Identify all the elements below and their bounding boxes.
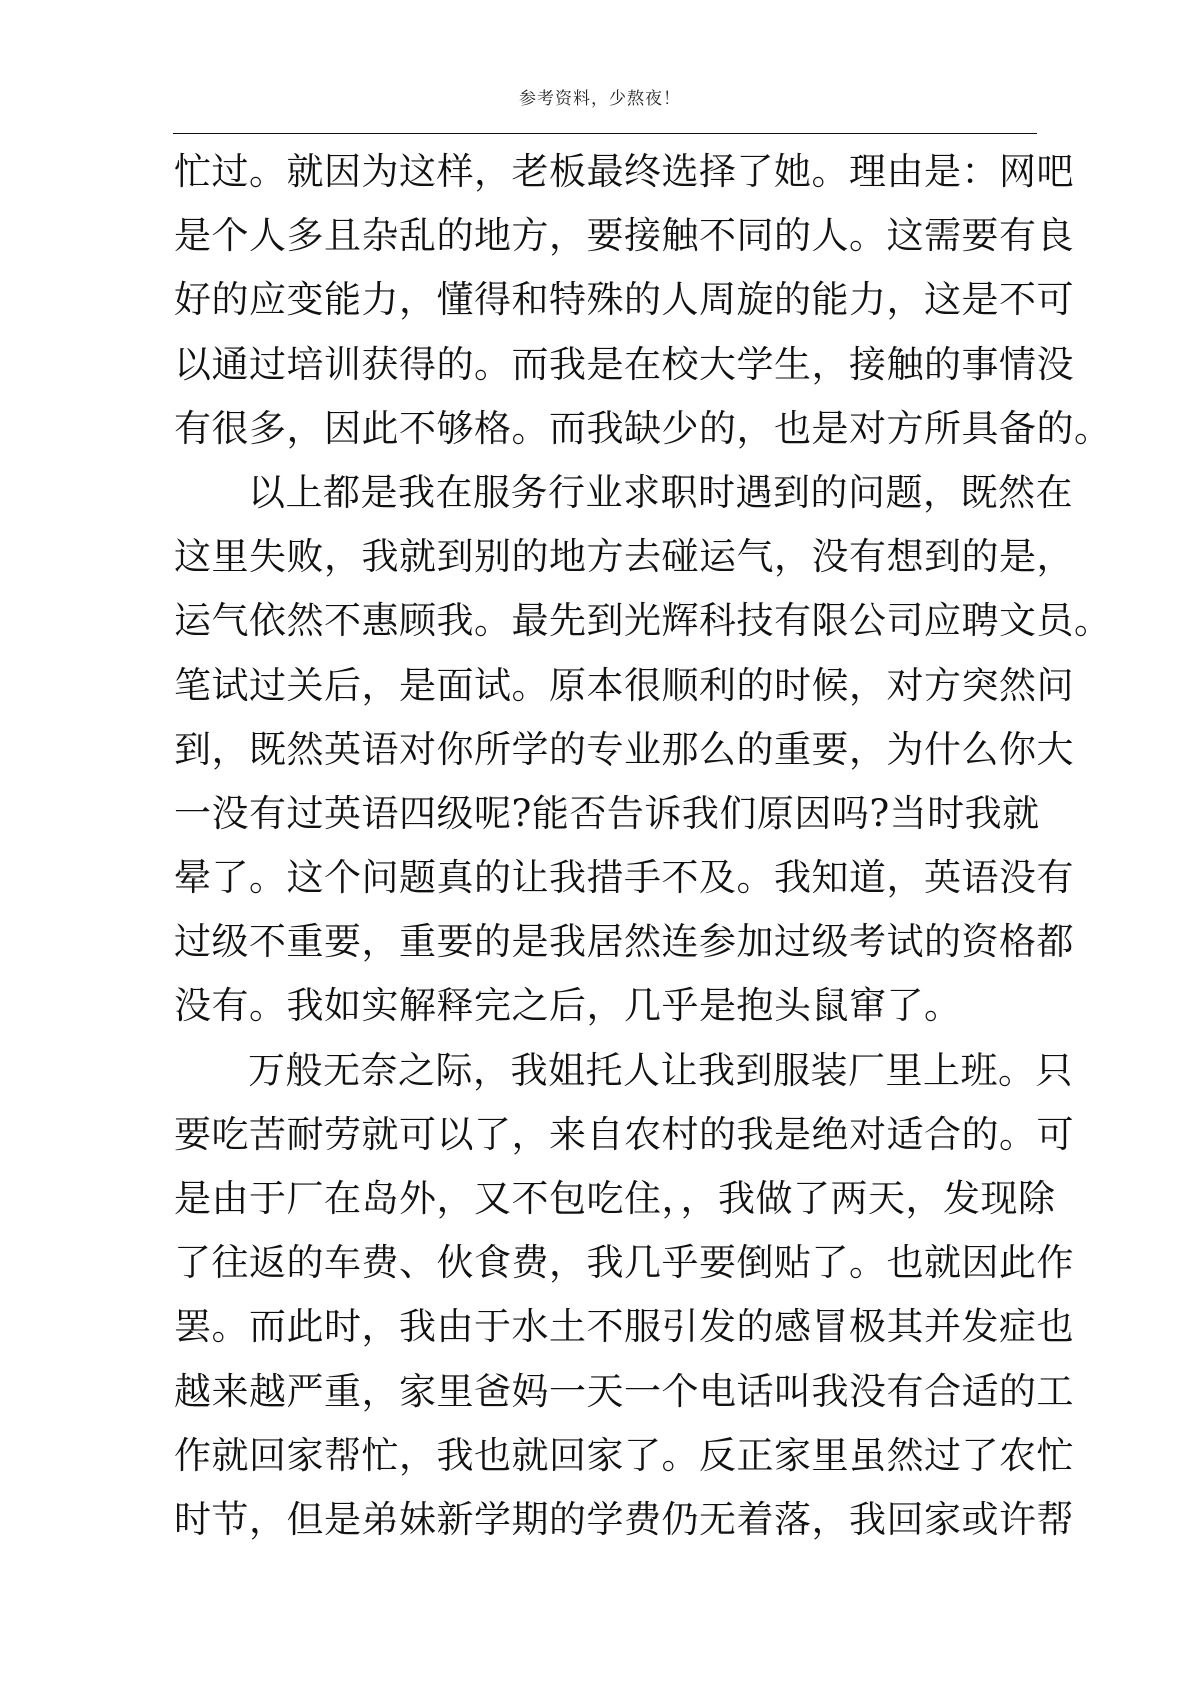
- text-line: 忙过。就因为这样，老板最终选择了她。理由是：网吧: [174, 150, 1074, 193]
- text-line: 罢。而此时，我由于水土不服引发的感冒极其并发症也: [174, 1305, 1074, 1349]
- text-line: 晕了。这个问题真的让我措手不及。我知道，英语没有: [174, 856, 1074, 900]
- text-line: 时节，但是弟妹新学期的学费仍无着落，我回家或许帮: [174, 1497, 1074, 1541]
- text-line: 这里失败，我就到别的地方去碰运气，没有想到的是，: [174, 535, 1074, 579]
- text-line: 运气依然不惠顾我。最先到光辉科技有限公司应聘文员。: [174, 599, 1112, 643]
- text-line: 是由于厂在岛外，又不包吃住，，我做了两天，发现除: [174, 1177, 1056, 1220]
- text-line: 到，既然英语对你所学的专业那么的重要，为什么你大: [174, 727, 1074, 771]
- header-divider: [173, 133, 1037, 134]
- text-line: 要吃苦耐劳就可以了，来自农村的我是绝对适合的。可: [174, 1112, 1074, 1156]
- text-line: 好的应变能力，懂得和特殊的人周旋的能力，这是不可: [174, 278, 1074, 322]
- text-line: 了往返的车费、伙食费，我几乎要倒贴了。也就因此作: [174, 1241, 1074, 1285]
- text-line: 一没有过英语四级呢?能否告诉我们原因吗?当时我就: [174, 791, 1040, 835]
- text-line: 作就回家帮忙，我也就回家了。反正家里虽然过了农忙: [174, 1433, 1074, 1477]
- text-line: 笔试过关后，是面试。原本很顺利的时候，对方突然问: [174, 663, 1074, 707]
- text-line: 没有。我如实解释完之后，几乎是抱头鼠窜了。: [174, 984, 962, 1028]
- paragraph-start-line: 以上都是我在服务行业求职时遇到的问题，既然在: [248, 470, 1073, 514]
- body-text: [174, 140, 1112, 1552]
- paragraph-start-line: 万般无奈之际，我姐托人让我到服装厂里上班。只: [248, 1048, 1073, 1092]
- page-header: 参考资料，少熬夜！: [519, 89, 681, 109]
- text-line: 有很多，因此不够格。而我缺少的，也是对方所具备的。: [174, 406, 1112, 450]
- text-line: 越来越严重，家里爸妈一天一个电话叫我没有合适的工: [174, 1369, 1074, 1413]
- text-line: 过级不重要，重要的是我居然连参加过级考试的资格都: [174, 920, 1074, 964]
- text-line: 是个人多且杂乱的地方，要接触不同的人。这需要有良: [174, 214, 1074, 258]
- text-line: 以通过培训获得的。而我是在校大学生，接触的事情没: [174, 342, 1074, 386]
